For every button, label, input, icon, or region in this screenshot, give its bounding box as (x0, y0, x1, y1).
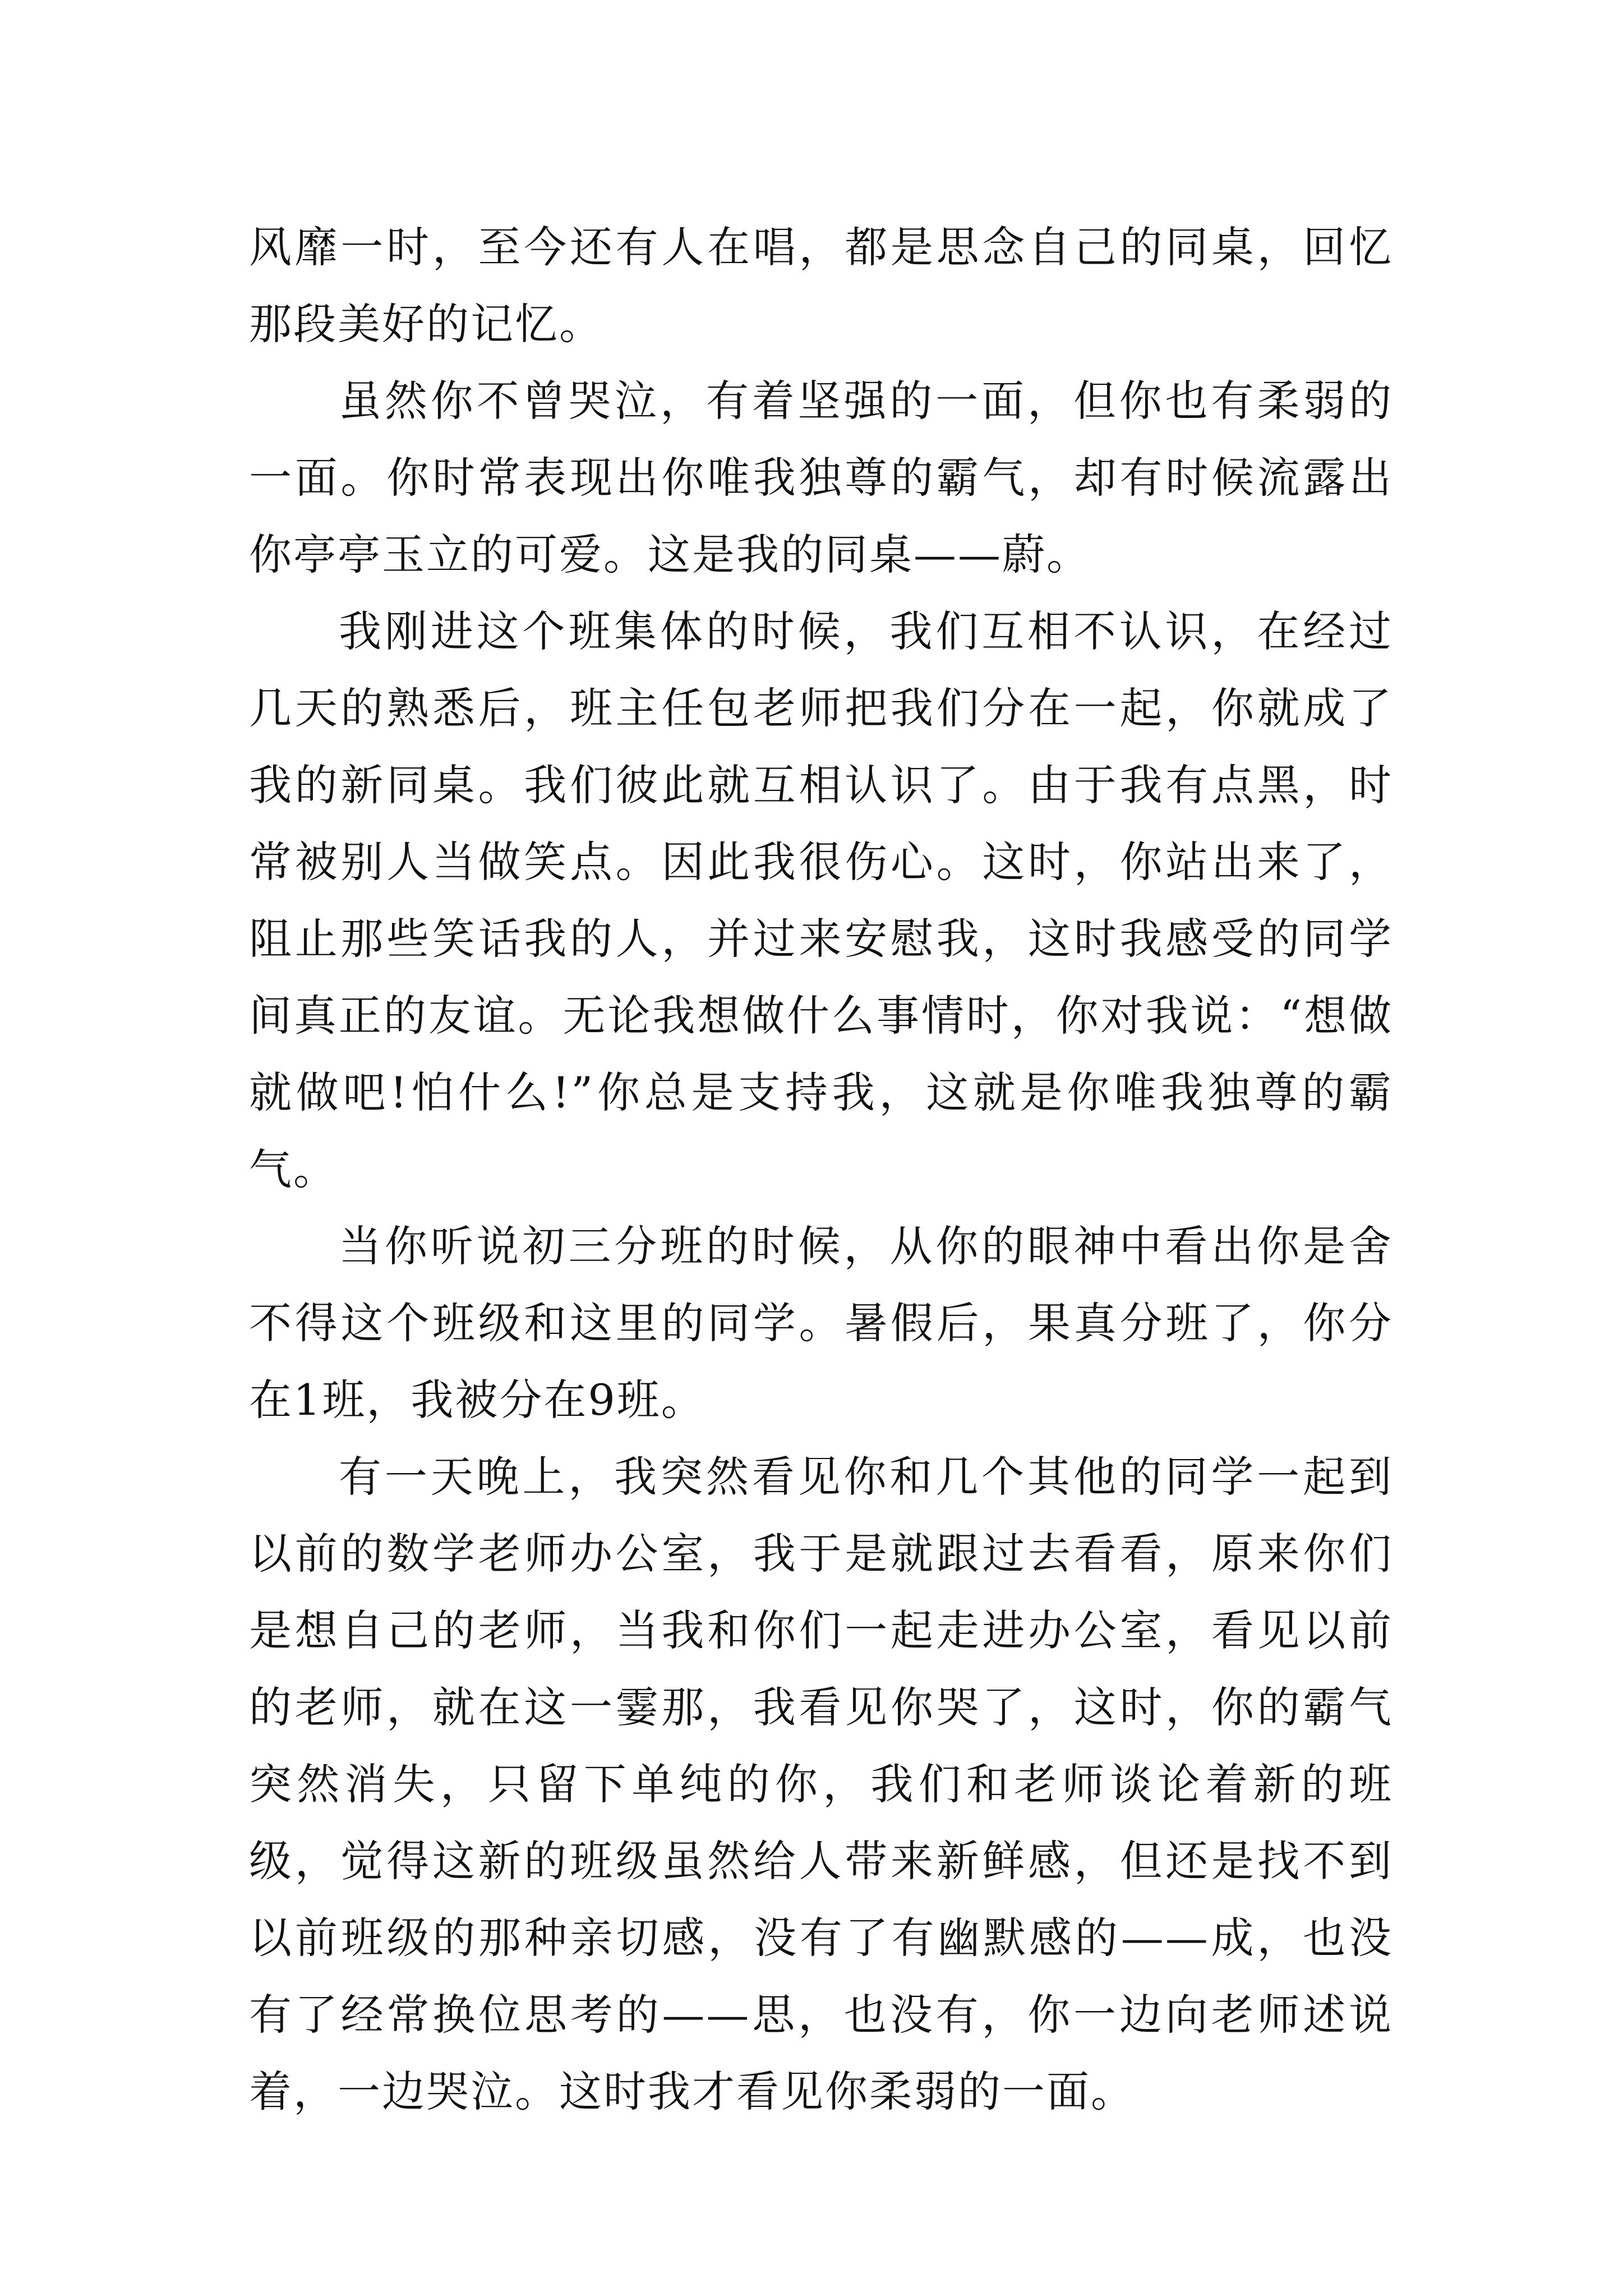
paragraph-visiting-teacher: 有一天晚上，我突然看见你和几个其他的同学一起到以前的数学老师办公室，我于是就跟过去看看，原来你们是想自己的老师，当我和你们一起走进办公室，看见以前的老师，就在这一霎那，我看见你哭了，这时，你的霸气突然消失，只留下单纯的你，我们和老师谈论着新的班级，觉得这新的班级虽然给人带来新鲜感，但还是找不到以前班级的那种亲切感，没有了有幽默感的——成，也没有了经常换位思考的——思，也没有，你一边向老师述说着，一边哭泣。这时我才看见你柔弱的一面。 (249, 1452, 1393, 2116)
paragraph-new-deskmate: 我刚进这个班集体的时候，我们互相不认识，在经过几天的熟悉后，班主任包老师把我们分在一起，你就成了我的新同桌。我们彼此就互相认识了。由于我有点黑，时常被别人当做笑点。因此我很伤心。这时，你站出来了，阻止那些笑话我的人，并过来安慰我，这时我感受的同学间真正的友谊。无论我想做什么事情时，你对我说：“想做就做吧!怕什么!”你总是支持我，这就是你唯我独尊的霸气。 (249, 606, 1393, 1194)
paragraph-strong-and-gentle: 虽然你不曾哭泣，有着坚强的一面，但你也有柔弱的一面。你时常表现出你唯我独尊的霸气，却有时候流露出你亭亭玉立的可爱。这是我的同桌——蔚。 (249, 376, 1393, 579)
essay-body (249, 209, 1393, 2130)
paragraph-continuation: 风靡一时，至今还有人在唱，都是思念自己的同桌，回忆那段美好的记忆。 (249, 222, 1393, 349)
paragraph-class-split: 当你听说初三分班的时候，从你的眼神中看出你是舍不得这个班级和这里的同学。暑假后，果真分班了，你分在1班，我被分在9班。 (249, 1221, 1393, 1425)
